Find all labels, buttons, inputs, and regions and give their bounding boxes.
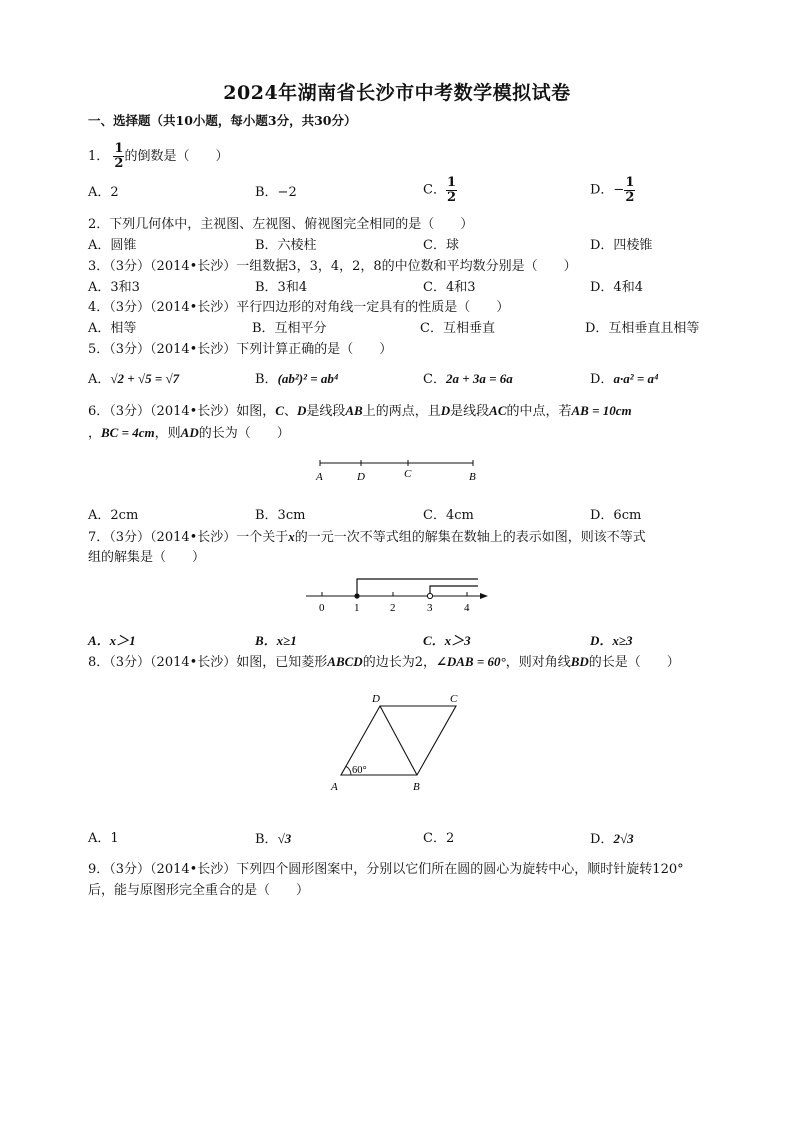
- q6-text-h: ，则: [154, 426, 181, 441]
- q7-tick-label-4: 4: [464, 602, 470, 614]
- q7-option-a: [88, 632, 136, 651]
- q6-text-a: 6．（3分）（2014•长沙）如图，: [88, 404, 276, 419]
- q6-segment-ab: AB: [345, 403, 363, 418]
- q2-option-c: C．球: [423, 238, 459, 253]
- q6-segment-figure: [310, 455, 485, 485]
- q6-label-b: B: [469, 471, 476, 483]
- q6-text-f: 的中点，若: [506, 404, 572, 419]
- question-7-line-2: 组的解集是（ ）: [88, 550, 206, 565]
- q8-angle-label: 60°: [352, 765, 367, 776]
- q8-angle: ∠DAB = 60°: [435, 654, 506, 669]
- q8-rhombus-figure: [325, 688, 470, 798]
- q7-solution-ray-1: [357, 579, 478, 596]
- q5-c-expr: 2a + 3a = 6a: [445, 371, 513, 386]
- q7-number-line: [300, 575, 495, 617]
- q8-rhombus-name: ABCD: [327, 654, 363, 669]
- section-heading: 一、选择题（共10小题，每小题3分，共30分）: [88, 113, 357, 128]
- q6-option-d: D．6cm: [590, 508, 642, 523]
- q5-d-expr: a·a² = a⁴: [613, 371, 659, 386]
- q8-text-b: 的边长为2，: [362, 655, 436, 670]
- q8-option-b-label: B．: [255, 832, 278, 847]
- question-2: 2．下列几何体中，主视图、左视图、俯视图完全相同的是（ ）: [88, 217, 474, 232]
- q1-option-d-label: D．−: [590, 182, 625, 198]
- q7-axis-arrow: [480, 593, 488, 599]
- q5-option-d: [590, 370, 659, 389]
- q7-text-a: 7．（3分）（2014•长沙）一个关于: [88, 530, 289, 545]
- q8-option-c: C．2: [423, 831, 455, 846]
- q7-solution-ray-2: [430, 586, 478, 596]
- q1-option-d: [590, 176, 635, 205]
- q7-option-c: [423, 632, 471, 651]
- q8-diagonal-bd: [380, 706, 417, 775]
- q1-number: 1．: [88, 149, 110, 164]
- q8-text-d: 的长是（ ）: [588, 655, 680, 670]
- q1-text: 的倒数是（ ）: [124, 149, 229, 164]
- q8-angle-arc: [346, 766, 351, 775]
- q5-a-label: A．: [88, 372, 111, 387]
- q4-option-b: B．互相平分: [252, 321, 327, 336]
- q5-option-a: [88, 370, 179, 389]
- question-7-line-1: [88, 528, 646, 547]
- q7-tick-label-3: 3: [427, 602, 433, 614]
- q5-d-label: D．: [590, 372, 614, 387]
- q4-option-d: D．互相垂直且相等: [585, 321, 700, 336]
- q1-option-c-fraction: [446, 176, 457, 205]
- q8-label-c: C: [450, 693, 458, 705]
- q4-option-c: C．互相垂直: [420, 321, 495, 336]
- q6-label-a: A: [316, 471, 323, 483]
- q6-label-c: C: [404, 468, 412, 480]
- q1-option-b: B．−2: [255, 185, 297, 200]
- q1-frac-num: 1: [114, 141, 124, 156]
- q7-tick-label-2: 2: [390, 602, 396, 614]
- question-3: 3．（3分）（2014•长沙）一组数据3，3，4，2，8的中位数和平均数分别是（ ）: [88, 259, 577, 274]
- q8-text-a: 8．（3分）（2014•长沙）如图，已知菱形: [88, 655, 328, 670]
- q6-point-d: D: [296, 403, 307, 418]
- q8-label-b: B: [413, 781, 420, 793]
- q7-open-dot: [427, 593, 432, 598]
- q1-option-a: A．2: [88, 185, 119, 200]
- q8-label-d: D: [372, 693, 380, 705]
- q2-option-b: B．六棱柱: [255, 238, 317, 253]
- q1-c-num: 1: [446, 175, 456, 190]
- q6-text-i: 的长为（ ）: [198, 426, 290, 441]
- q7-option-a-text: A．x＞1: [88, 633, 136, 648]
- q6-bc-length: BC = 4cm: [101, 425, 155, 440]
- q8-option-b-expr: √3: [277, 831, 292, 846]
- q7-text-b: 的一元一次不等式组的解集在数轴上的表示如图，则该不等式: [294, 530, 646, 545]
- q3-option-a: A．3和3: [88, 280, 140, 295]
- q7-var-x: x: [288, 529, 295, 544]
- q1-option-c: [423, 176, 457, 205]
- q6-text-d: 上的两点，且: [362, 404, 441, 419]
- question-9-line-2: 后，能与原图形完全重合的是（ ）: [88, 883, 310, 898]
- q6-text-b: 、: [283, 404, 297, 419]
- q6-point-d-2: D: [440, 403, 451, 418]
- q7-option-d: [590, 632, 633, 651]
- q5-c-label: C．: [423, 372, 446, 387]
- q8-diagonal: BD: [570, 654, 589, 669]
- q5-b-expr: (ab²)² = ab⁴: [277, 371, 339, 386]
- q6-label-d: D: [357, 471, 365, 483]
- q8-option-d-expr: 2√3: [613, 831, 634, 846]
- q6-segment-ac: AC: [489, 403, 507, 418]
- q8-option-a: A．1: [88, 831, 119, 846]
- q4-option-a: A．相等: [88, 321, 137, 336]
- q6-option-a: A．2cm: [88, 508, 139, 523]
- q3-option-b: B．3和4: [255, 280, 308, 295]
- q6-segment-ad: AD: [180, 425, 199, 440]
- q6-text-g: ，: [88, 426, 102, 441]
- q1-d-den: 2: [625, 190, 635, 205]
- q7-option-c-text: C．x＞3: [423, 633, 471, 648]
- q1-fraction: [113, 142, 124, 171]
- q8-label-a: A: [331, 781, 338, 793]
- q6-option-c: C．4cm: [423, 508, 474, 523]
- q5-option-b: [255, 370, 338, 389]
- question-1: [88, 142, 228, 171]
- q5-b-label: B．: [255, 372, 278, 387]
- q3-option-c: C．4和3: [423, 280, 476, 295]
- question-9-line-1: 9．（3分）（2014•长沙）下列四个圆形图案中，分别以它们所在圆的圆心为旋转中心，顺时针旋转120°: [88, 862, 684, 877]
- q3-option-d: D．4和4: [590, 280, 643, 295]
- question-5: 5．（3分）（2014•长沙）下列计算正确的是（ ）: [88, 342, 393, 357]
- q6-option-b: B．3cm: [255, 508, 306, 523]
- q8-option-b: [255, 830, 291, 849]
- question-6-line-1: [88, 402, 632, 421]
- q1-option-d-fraction: [624, 176, 635, 205]
- q2-option-d: D．四棱锥: [590, 238, 653, 253]
- q6-text-c: 是线段: [306, 404, 346, 419]
- q7-tick-label-0: 0: [319, 602, 325, 614]
- q6-text-e: 是线段: [450, 404, 490, 419]
- q6-point-c: C: [275, 403, 284, 418]
- exam-title: 2024年湖南省长沙市中考数学模拟试卷: [223, 82, 571, 104]
- q8-option-d: [590, 830, 634, 849]
- q7-tick-label-1: 1: [354, 602, 360, 614]
- q2-option-a: A．圆锥: [88, 238, 137, 253]
- question-8: [88, 653, 680, 672]
- q1-d-num: 1: [625, 175, 635, 190]
- q7-option-b: [255, 632, 297, 651]
- q7-option-d-text: D．x≥3: [590, 633, 633, 648]
- q8-option-d-label: D．: [590, 832, 614, 847]
- q5-a-expr: √2 + √5 = √7: [110, 371, 180, 386]
- q1-c-den: 2: [446, 190, 456, 205]
- q7-solid-dot: [354, 593, 359, 598]
- q8-text-c: ，则对角线: [505, 655, 571, 670]
- question-4: 4．（3分）（2014•长沙）平行四边形的对角线一定具有的性质是（ ）: [88, 300, 510, 315]
- q1-option-c-label: C．: [423, 182, 446, 198]
- q1-frac-den: 2: [114, 156, 124, 171]
- q6-ab-length: AB = 10cm: [571, 403, 632, 418]
- question-6-line-2: [88, 424, 290, 443]
- q7-option-b-text: B．x≥1: [255, 633, 297, 648]
- q5-option-c: [423, 370, 513, 389]
